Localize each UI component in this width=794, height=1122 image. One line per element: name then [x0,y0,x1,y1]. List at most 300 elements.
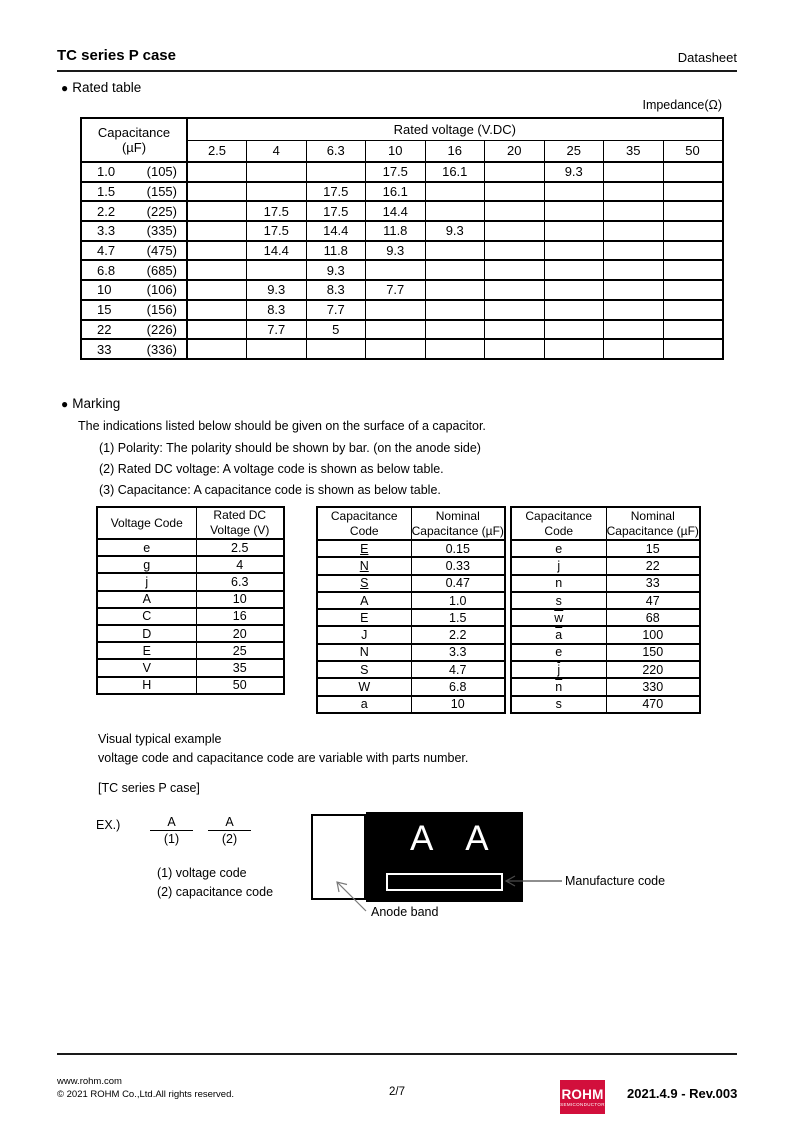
rated-table-row [81,221,723,241]
voltage-code-cell: V [97,659,196,676]
fraction2-numerator: A [208,815,251,831]
capacitance-code-letter: A [360,593,369,608]
voltage-code-fraction [150,815,193,846]
impedance-cell [485,300,545,320]
nominal-capacitance-cell: 33 [606,575,700,592]
fraction1-denominator: (1) [163,832,180,846]
anode-band-label: Anode band [371,905,439,919]
impedance-cell [425,320,485,340]
impedance-cell [663,320,723,340]
capacitance-code-letter: N [359,645,369,660]
voltage-code-row [97,556,284,573]
capacitance-code: (156) [146,302,177,318]
copyright-text: © 2021 ROHM Co.,Ltd.All rights reserved. [57,1089,235,1100]
capacitance-code-row [317,592,505,609]
voltage-value-cell: 35 [196,659,284,676]
capacitance-code-cell [317,540,411,557]
capacitance-code-row [511,678,700,695]
capacitance-cell [81,221,187,241]
capacitance-code-letter: S [360,576,369,591]
impedance-cell [663,241,723,261]
capacitance-cell-inner [82,204,186,219]
capacitance-header-line2: (µF) [121,140,147,155]
capacitance-code: (226) [146,321,177,337]
capacitance-value: 22 [97,321,112,337]
capacitance-code-row [317,626,505,643]
impedance-cell [366,260,426,280]
capacitance-code-row [317,678,505,695]
capacitance-code-row [511,557,700,574]
capacitance-code-letter: S [360,662,369,677]
nominal-capacitance-cell: 2.2 [411,626,505,643]
impedance-cell [366,300,426,320]
capacitance-code-letter: $\overline{w}$ [554,610,564,625]
capacitance-code: (475) [146,243,177,259]
capacitance-code-table-2 [510,506,701,714]
visual-example-line2: voltage code and capacitance code are variable with parts number. [98,750,469,765]
impedance-cell: 14.4 [247,241,307,261]
capacitance-cell [81,339,187,359]
capacitance-code-row [511,661,700,678]
voltage-header-cell: 25 [544,140,604,162]
rated-table-row [81,260,723,280]
nominal-header-line2: Capacitance (µF) [411,523,504,538]
capacitance-code-letter: $\overline{s}$ [555,697,562,712]
rohm-logo [560,1080,605,1114]
capacitance-code-cell [511,696,606,713]
impedance-cell [485,241,545,261]
capacitance-code-letter: W [358,680,371,695]
voltage-code-cell: C [97,608,196,625]
capacitance-code-letter: N [359,558,369,573]
capacitance-code-row [317,575,505,592]
cap-code-header-line1: Capacitance [330,508,398,523]
impedance-cell [544,241,604,261]
impedance-cell: 9.3 [544,162,604,182]
voltage-value-cell: 50 [196,677,284,694]
rated-table-heading-label: Rated table [72,80,142,95]
capacitance-code-cell [511,592,606,609]
impedance-cell [187,182,247,202]
impedance-cell: 16.1 [425,162,485,182]
capacitance-cell [81,201,187,221]
capacitance-code-cell [317,696,411,713]
rated-table-heading [61,80,141,95]
capacitance-cell [81,241,187,261]
impedance-cell [604,320,664,340]
rated-table-row [81,300,723,320]
capacitance-cell-inner [82,223,186,238]
voltage-value-cell: 4 [196,556,284,573]
impedance-cell [247,260,307,280]
impedance-cell [663,162,723,182]
rated-table-row [81,162,723,182]
visual-example-line1: Visual typical example [98,732,222,746]
capacitor-body-box [366,812,523,902]
impedance-cell: 16.1 [366,182,426,202]
impedance-cell: 14.4 [306,221,366,241]
impedance-cell [187,320,247,340]
nominal-capacitance-header [411,507,505,540]
impedance-cell [247,162,307,182]
impedance-cell: 14.4 [366,201,426,221]
capacitance-code-cell [511,626,606,643]
capacitance-code-row [317,644,505,661]
rated-table-row [81,320,723,340]
impedance-cell [544,201,604,221]
capacitance-code-header [511,507,606,540]
marking-heading-label: Marking [72,396,121,411]
capacitance-code-row [511,540,700,557]
capacitance-cell-inner [82,342,186,357]
rated-dc-header-line1: Rated DC [213,508,267,522]
voltage-code-row [97,591,284,608]
impedance-cell [425,241,485,261]
rated-impedance-table [80,117,724,360]
capacitance-code-row [511,592,700,609]
impedance-cell [306,162,366,182]
capacitance-code-row [511,626,700,643]
capacitance-code-cell [317,575,411,592]
fraction1-numerator: A [150,815,193,831]
nominal-capacitance-cell: 0.15 [411,540,505,557]
impedance-cell [187,300,247,320]
impedance-cell [425,201,485,221]
impedance-cell [544,280,604,300]
capacitance-code-row [511,609,700,626]
impedance-cell [187,260,247,280]
voltage-code-cell: H [97,677,196,694]
impedance-cell: 9.3 [306,260,366,280]
legend-capacitance-code: (2) capacitance code [157,884,274,899]
cap-code-header-line2: Code [349,523,379,538]
impedance-cell [366,320,426,340]
rated-table-row [81,241,723,261]
capacitance-code-cell [511,575,606,592]
rated-table-row [81,182,723,202]
manufacture-code-label: Manufacture code [565,874,666,888]
voltage-header-cell: 4 [247,140,307,162]
impedance-cell [544,182,604,202]
voltage-code-cell: A [97,591,196,608]
nominal-capacitance-cell: 150 [606,644,700,661]
capacitance-header-line1: Capacitance [97,125,171,140]
marking-item-polarity: (1) Polarity: The polarity should be shown by bar. (on the anode side) [99,441,481,455]
voltage-value-cell: 6.3 [196,573,284,590]
impedance-cell: 17.5 [306,182,366,202]
impedance-cell [425,280,485,300]
capacitance-code-row [317,557,505,574]
impedance-cell [425,300,485,320]
impedance-cell [544,339,604,359]
impedance-cell [604,201,664,221]
impedance-cell [604,280,664,300]
nominal-capacitance-cell: 47 [606,592,700,609]
bullet-icon: ● [61,396,69,411]
impedance-cell [247,339,307,359]
voltage-header-cell: 20 [485,140,545,162]
capacitance-code-cell [317,661,411,678]
rated-dc-voltage-header [196,507,284,539]
capacitance-code-letter: $\overline{a}$ [555,628,563,643]
voltage-code-row [97,677,284,694]
nominal-capacitance-cell: 470 [606,696,700,713]
impedance-cell [187,241,247,261]
capacitance-code: (155) [146,184,177,200]
nominal-capacitance-cell: 15 [606,540,700,557]
voltage-header-cell: 35 [604,140,664,162]
impedance-cell [485,339,545,359]
example-legend [157,864,273,901]
capacitance-code-fraction [208,815,251,846]
marking-item-voltage: (2) Rated DC voltage: A voltage code is shown as below table. [99,462,444,476]
capacitance-code-cell [511,609,606,626]
capacitance-code-letter: j [557,558,561,573]
marking-item-list [99,438,481,501]
impedance-cell [425,182,485,202]
nominal-capacitance-cell: 1.5 [411,609,505,626]
voltage-header-cell: 10 [366,140,426,162]
capacitance-value: 2.2 [97,203,116,219]
capacitance-code-letter: $\overline{n}$ [555,680,563,695]
capacitance-code: (335) [146,223,177,239]
impedance-cell: 11.8 [306,241,366,261]
impedance-cell: 7.7 [247,320,307,340]
impedance-cell [485,182,545,202]
voltage-header-cell: 50 [663,140,723,162]
impedance-cell [663,201,723,221]
capacitance-cell [81,300,187,320]
nominal-capacitance-cell: 22 [606,557,700,574]
anode-band-box [311,814,366,900]
capacitance-code-cell [317,678,411,695]
rohm-logo-subtext: SEMICONDUCTOR [560,1101,605,1107]
footer-divider [57,1053,737,1055]
legend-voltage-code: (1) voltage code [157,866,247,880]
voltage-code-cell: g [97,556,196,573]
voltage-header-cell: 6.3 [306,140,366,162]
capacitance-cell-inner [82,164,186,179]
impedance-cell: 5 [306,320,366,340]
impedance-cell [604,221,664,241]
capacitance-code-letter: E [360,541,369,556]
impedance-cell [604,339,664,359]
capacitance-code-cell [511,557,606,574]
capacitance-code-cell [511,644,606,661]
capacitance-code-table-1 [316,506,506,714]
capacitance-code-cell [511,661,606,678]
impedance-cell [187,280,247,300]
impedance-cell [663,260,723,280]
voltage-code-cell: j [97,573,196,590]
voltage-code-row [97,642,284,659]
capacitance-code-row [317,540,505,557]
nominal-capacitance-cell: 0.33 [411,557,505,574]
capacitance-cell [81,182,187,202]
voltage-value-cell: 20 [196,625,284,642]
nominal-capacitance-cell: 330 [606,678,700,695]
rated-table-row [81,201,723,221]
cap-code-header-line2: Code [544,523,574,538]
impedance-cell [306,339,366,359]
page-title: TC series P case [57,47,176,64]
voltage-code-cell: e [97,539,196,556]
capacitance-code-cell [317,592,411,609]
impedance-cell: 17.5 [306,201,366,221]
impedance-unit-label: Impedance(Ω) [642,98,722,112]
marking-heading [61,396,120,411]
impedance-cell [485,320,545,340]
capacitance-code: (106) [146,282,177,298]
impedance-cell: 17.5 [366,162,426,182]
capacitance-code: (685) [146,262,177,278]
capacitance-code-letter: n [555,576,563,591]
capacitance-cell [81,320,187,340]
nominal-header-line2: Capacitance (µF) [606,523,699,538]
capacitance-value: 33 [97,341,112,357]
impedance-cell [485,162,545,182]
impedance-cell: 8.3 [306,280,366,300]
impedance-cell [663,300,723,320]
voltage-value-cell: 16 [196,608,284,625]
rated-table-row [81,280,723,300]
impedance-cell [604,162,664,182]
capacitance-value: 6.8 [97,262,116,278]
impedance-cell [604,300,664,320]
voltage-code-header-text: Voltage Code [110,515,183,530]
fraction2-denominator: (2) [221,832,238,846]
impedance-cell: 7.7 [306,300,366,320]
impedance-cell: 9.3 [425,221,485,241]
impedance-cell [366,339,426,359]
impedance-cell [544,260,604,280]
impedance-cell: 9.3 [366,241,426,261]
capacitance-cell-inner [82,184,186,199]
rated-table-row [81,339,723,359]
rated-table-container [80,117,724,360]
doc-type-label: Datasheet [677,50,737,65]
voltage-code-row [97,608,284,625]
impedance-cell: 7.7 [366,280,426,300]
revision-label: 2021.4.9 - Rev.003 [627,1086,738,1101]
impedance-cell [247,182,307,202]
rohm-logo-text: ROHM [561,1086,604,1102]
capacitance-code-cell [317,557,411,574]
capacitance-code-letter: $\overline{e}$ [555,645,563,660]
voltage-value-cell: 2.5 [196,539,284,556]
capacitance-code: (225) [146,203,177,219]
capacitance-code-row [511,575,700,592]
capacitance-cell-inner [82,243,186,258]
capacitance-cell [81,260,187,280]
capacitor-marking-text: A A [410,819,502,858]
capacitance-cell-inner [82,263,186,278]
impedance-cell [604,182,664,202]
impedance-cell: 17.5 [247,221,307,241]
impedance-cell: 9.3 [247,280,307,300]
voltage-value-cell: 10 [196,591,284,608]
impedance-cell [604,260,664,280]
capacitance-code: (336) [146,341,177,357]
impedance-cell [663,182,723,202]
impedance-cell [187,162,247,182]
capacitance-column-header [81,118,187,162]
impedance-cell: 17.5 [247,201,307,221]
nominal-capacitance-cell: 68 [606,609,700,626]
website-link[interactable]: www.rohm.com [57,1076,122,1087]
capacitance-value: 3.3 [97,223,116,239]
impedance-cell: 8.3 [247,300,307,320]
voltage-code-header [97,507,196,539]
marking-intro-text: The indications listed below should be given on the surface of a capacitor. [78,419,486,433]
page-number: 2/7 [389,1086,405,1098]
voltage-code-row [97,573,284,590]
capacitance-cell-inner [82,322,186,337]
impedance-cell [544,221,604,241]
capacitance-cell [81,280,187,300]
capacitance-value: 15 [97,302,112,318]
example-label: EX.) [96,818,121,832]
impedance-cell [544,300,604,320]
capacitance-cell-inner [82,282,186,297]
nominal-capacitance-cell: 1.0 [411,592,505,609]
voltage-code-cell: E [97,642,196,659]
capacitance-code-letter: e [555,541,563,556]
nominal-capacitance-cell: 10 [411,696,505,713]
voltage-code-row [97,539,284,556]
voltage-code-cell: D [97,625,196,642]
nominal-capacitance-cell: 0.47 [411,575,505,592]
impedance-cell [485,260,545,280]
impedance-cell [425,339,485,359]
nominal-header-line1: Nominal [435,508,480,523]
impedance-cell [187,339,247,359]
capacitance-code-letter: a [360,697,368,712]
impedance-cell [544,320,604,340]
cap-code-header-line1: Capacitance [525,508,593,523]
capacitance-code-cell [317,626,411,643]
voltage-code-row [97,625,284,642]
impedance-cell [485,221,545,241]
impedance-cell [663,339,723,359]
impedance-cell [663,280,723,300]
nominal-capacitance-cell: 100 [606,626,700,643]
impedance-cell: 11.8 [366,221,426,241]
voltage-value-cell: 25 [196,642,284,659]
capacitance-cell [81,162,187,182]
bullet-icon: ● [61,80,69,95]
impedance-cell [187,221,247,241]
capacitance-code-row [511,644,700,661]
header-divider [57,70,737,72]
nominal-header-line1: Nominal [630,508,675,523]
capacitance-code-letter: E [360,610,369,625]
capacitance-code-cell [511,540,606,557]
capacitance-code-letter: s [555,593,562,608]
rated-dc-header-line2: Voltage (V) [210,523,270,537]
capacitance-code-row [317,661,505,678]
capacitance-code: (105) [146,164,177,180]
capacitance-code-cell [511,678,606,695]
impedance-cell [425,260,485,280]
impedance-cell [485,280,545,300]
capacitance-value: 1.0 [97,164,116,180]
capacitance-value: 1.5 [97,184,116,200]
voltage-code-table [96,506,285,695]
rated-voltage-group-header: Rated voltage (V.DC) [187,118,723,140]
voltage-header-cell: 2.5 [187,140,247,162]
impedance-cell [485,201,545,221]
